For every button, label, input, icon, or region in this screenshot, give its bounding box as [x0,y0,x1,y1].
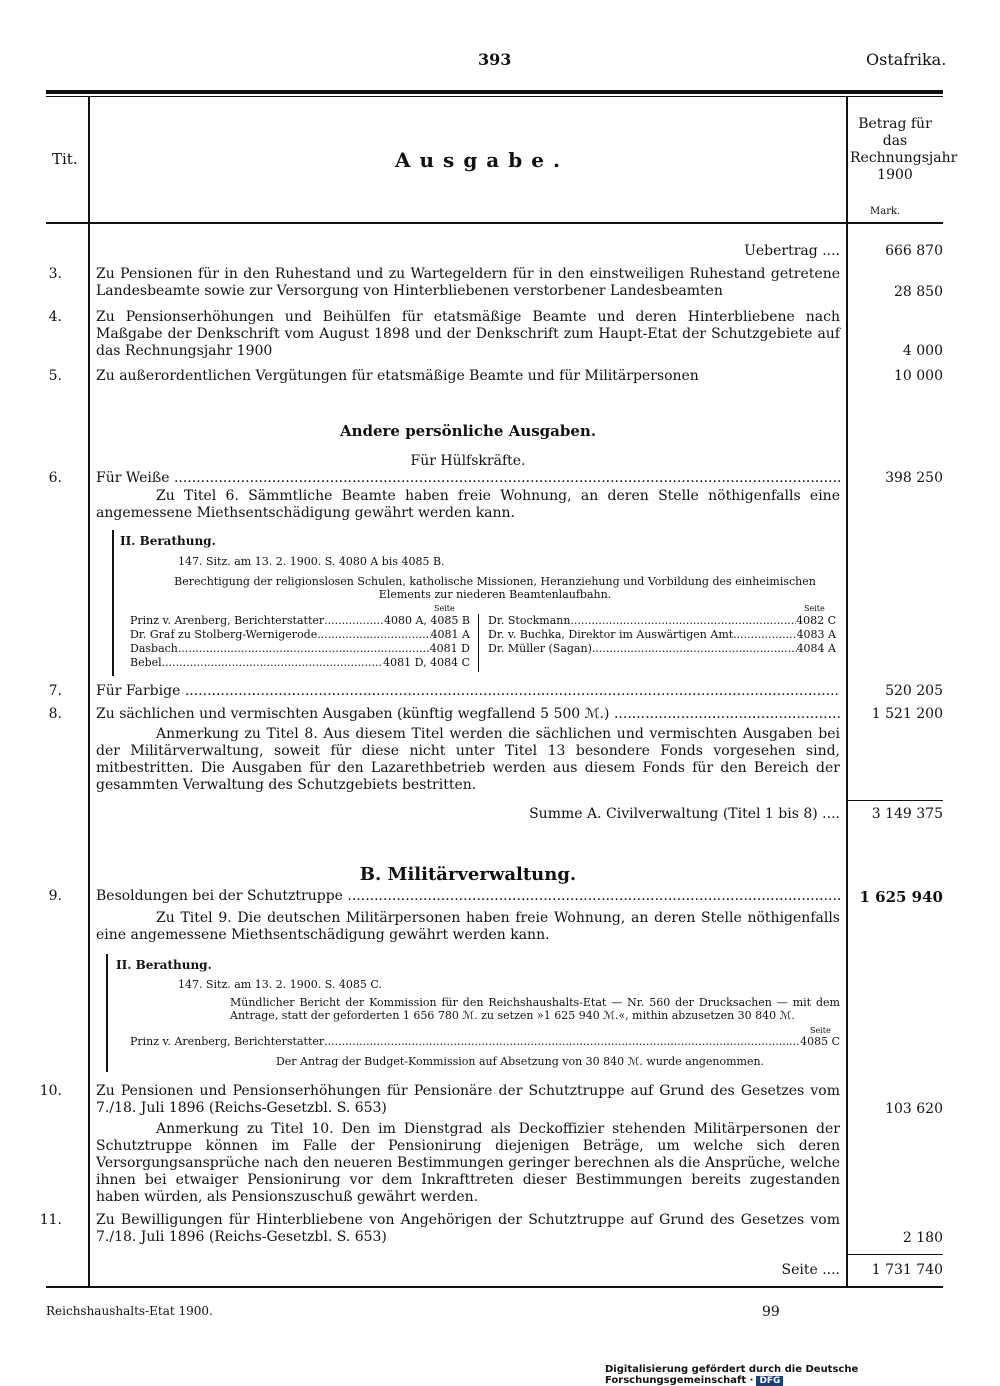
item-amount: 398 250 [885,470,943,486]
debate-result: Der Antrag der Budget-Kommission auf Absetzung von 30 840 ℳ. wurde angenommen. [275,1055,765,1068]
item-text: Für Weiße ..... [96,470,840,487]
speaker-name: Bebel [130,656,162,669]
debate-session: 147. Sitz. am 13. 2. 1900. S. 4080 A bis 4085 B. [178,555,445,568]
sum-rule [848,1254,943,1255]
speaker-name: Prinz v. Arenberg, Berichterstatter [130,614,325,627]
speaker-row [130,614,470,627]
item-number: 6. [48,470,62,486]
uebertrag-label: Uebertrag .... [744,243,840,259]
speaker-page: 4082 C [796,614,836,627]
speaker-page: 4081 A [430,628,470,641]
item-text: Zu Pensionen für in den Ruhestand und zu Wartegeldern für in den einstweiligen Ruhestand getretene Landesbeamte sowie zur Versorgung von Hinterbliebenen verstorbener Landesbeamten [96,266,840,299]
header-title: Ausgabe. [395,148,569,172]
note-titel-9: Zu Titel 9. Die deutschen Militärpersonen haben freie Wohnung, an deren Stelle nöthigenfalls eine angemessene Miethsentschädigung gewährt werden kann. [96,910,840,943]
debate-report: Mündlicher Bericht der Kommission für den Reichshaushalts-Etat — Nr. 560 der Drucksachen — mit dem Antrage, statt der geforderten 1 656 780 ℳ. zu setzen »1 625 940 ℳ.«, mithin abzusetzen 30 840 ℳ. [230,996,840,1022]
footer-number: 99 [762,1304,780,1320]
speaker-page: 4081 D, 4084 C [383,656,470,669]
speaker-page: 4081 D [429,642,470,655]
debate-title: II. Berathung. [116,958,212,972]
seite-label: Seite [810,1026,831,1035]
debate-session: 147. Sitz. am 13. 2. 1900. S. 4085 C. [178,978,382,991]
page-number: 393 [478,50,512,69]
speaker-row [130,656,470,669]
dfg-logo: DFG [756,1376,783,1386]
section-b-heading: B. Militärverwaltung. [359,864,577,885]
item-number: 3. [48,266,62,282]
speaker-row [488,642,836,655]
note-titel-6: Zu Titel 6. Sämmtliche Beamte haben freie Wohnung, an deren Stelle nöthigenfalls eine angemessene Miethsentschädigung gewährt werden kann. [96,488,840,521]
item-amount: 2 180 [902,1230,943,1246]
item-amount: 10 000 [894,368,943,384]
speaker-row [130,628,470,641]
debate-title: II. Berathung. [120,534,216,548]
header-rule [46,222,943,224]
speaker-row [488,614,836,627]
seite-total-amount: 1 731 740 [871,1262,943,1278]
speaker-name: Dasbach [130,642,178,655]
item-amount: 103 620 [885,1101,943,1117]
top-rule-thin [46,96,943,97]
item-number: 4. [48,309,62,325]
speaker-name: Dr. Stockmann [488,614,571,627]
item-text: Zu Pensionen und Pensionserhöhungen für Pensionäre der Schutztruppe auf Grund des Gesetzes vom 7./18. Juli 1896 (Reichs-Gesetzbl. S. 653) [96,1083,840,1116]
item-amount: 28 850 [894,284,943,300]
item-text: Besoldungen bei der Schutztruppe ..... [96,888,840,905]
subsection-heading: Für Hülfskräfte. [410,453,526,469]
section-heading: Andere persönliche Ausgaben. [339,422,597,440]
item-amount: 1 625 940 [859,888,943,906]
speaker-row [130,642,470,655]
header-unit: Mark. [870,206,901,217]
item-number: 10. [39,1083,62,1099]
item-text: Zu Pensionserhöhungen und Beihülfen für etatsmäßige Beamte und deren Hinterbliebene nach Maßgabe der Denkschrift vom August 1898 und der Denkschrift zum Haupt-Etat der Schutzgebiete auf das Rechnungsjahr 1900 [96,309,840,359]
header-betrag: Betrag für das Rechnungsjahr 1900 [850,116,958,183]
speaker-name: Dr. Müller (Sagan) [488,642,592,655]
speaker-page: 4083 A [796,628,836,641]
item-number: 5. [48,368,62,384]
column-divider-left [88,96,90,1286]
item-number: 8. [48,706,62,722]
top-rule [46,90,943,94]
note-titel-10: Anmerkung zu Titel 10. Den im Dienstgrad als Deckoffizier stehenden Militärpersonen der Schutztruppe können im Falle der Pensionirung diejenigen Beträge, um welche sich deren Versorgungsansprüche nach den neueren Bestimmungen geringer berechnen als die Ansprüche, welche ihnen bei etwaiger Pensionirung vor dem Inkrafttreten dieser Bestimmungen bereits zugestanden haben würden, als Pensionszuschuß gewährt werden. [96,1121,840,1205]
seite-label: Seite [804,604,825,613]
seite-total-label: Seite .... [781,1262,840,1278]
item-text: Zu Bewilligungen für Hinterbliebene von Angehörigen der Schutztruppe auf Grund des Gesetzes vom 7./18. Juli 1896 (Reichs-Gesetzbl. S. 653) [96,1212,840,1245]
item-amount: 1 521 200 [871,706,943,722]
item-number: 11. [39,1212,62,1228]
item-text: Zu sächlichen und vermischten Ausgaben (künftig wegfallend 5 500 ℳ.) ..... [96,706,840,723]
seite-label: Seite [434,604,455,613]
item-text: Für Farbige ..... [96,683,840,700]
footer-title: Reichshaushalts-Etat 1900. [46,1304,213,1318]
speaker-page: 4085 C [800,1035,840,1048]
summe-a-label: Summe A. Civilverwaltung (Titel 1 bis 8) .... [529,806,840,822]
uebertrag-amount: 666 870 [885,243,943,259]
item-number: 9. [48,888,62,904]
speaker-name: Dr. v. Buchka, Direktor im Auswärtigen Amt [488,628,734,641]
summe-a-amount: 3 149 375 [871,806,943,822]
debate-topic: Berechtigung der religionslosen Schulen, katholische Missionen, Heranziehung und Vorbildung des einheimischen Elements zur niederen Beamtenlaufbahn. [174,575,816,601]
item-number: 7. [48,683,62,699]
header-tit: Tit. [52,150,78,168]
speaker-name: Dr. Graf zu Stolberg-Wernigerode [130,628,318,641]
speaker-page: 4080 A, 4085 B [383,614,470,627]
item-amount: 520 205 [885,683,943,699]
column-divider-right [846,96,848,1286]
bottom-rule [46,1286,943,1288]
credit-text: Digitalisierung gefördert durch die Deutsche Forschungsgemeinschaft · [605,1364,859,1386]
sum-rule [848,800,943,801]
note-titel-8: Anmerkung zu Titel 8. Aus diesem Titel werden die sächlichen und vermischten Ausgaben bei der Militärverwaltung, soweit für diese nicht unter Titel 13 besondere Fonds vorgesehen sind, mitbestritten. Die Ausgaben für den Lazarethbetrieb werden aus diesem Fonds für den Bereich der gesammten Verwaltung des Schutzgebiets bestritten. [96,726,840,793]
speaker-name: Prinz v. Arenberg, Berichterstatter [130,1035,325,1048]
box-divider [478,614,479,672]
item-amount: 4 000 [902,343,943,359]
speaker-page: 4084 A [796,642,836,655]
item-text: Zu außerordentlichen Vergütungen für etatsmäßige Beamte und für Militärpersonen [96,368,699,384]
speaker-row [130,1035,840,1048]
speaker-row [488,628,836,641]
region-label: Ostafrika. [866,50,947,69]
